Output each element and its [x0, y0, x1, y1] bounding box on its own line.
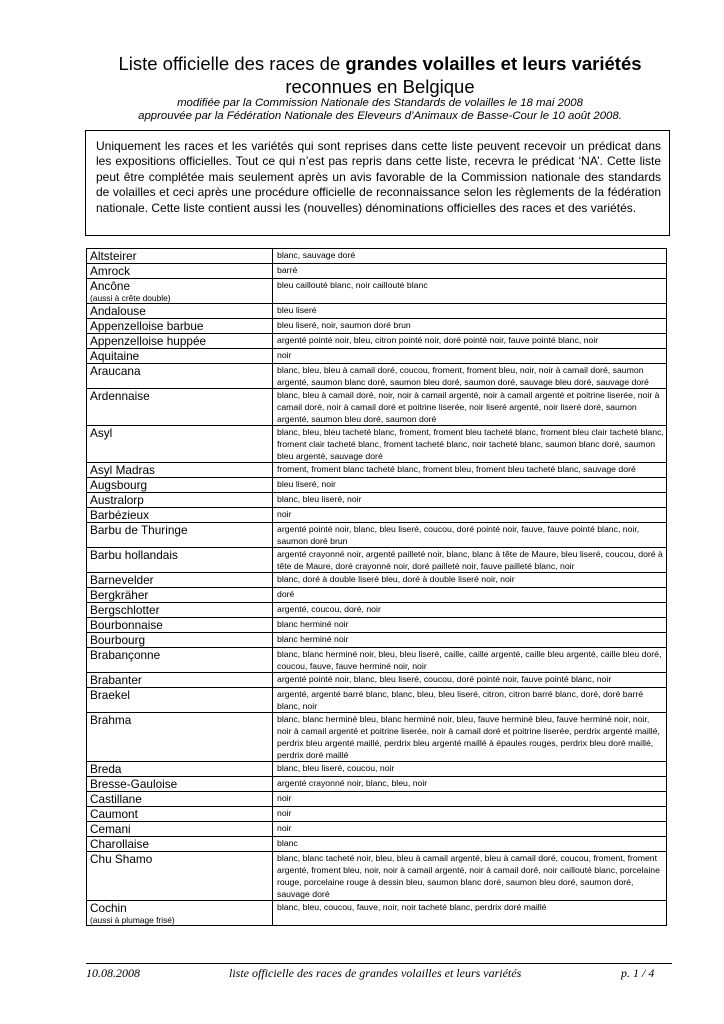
table-row [87, 523, 667, 548]
race-name-cell [87, 633, 273, 648]
race-name-cell [87, 588, 273, 603]
race-name-cell [87, 792, 273, 807]
race-name-cell [87, 319, 273, 334]
race-name: Barbézieux [90, 508, 150, 522]
table-row [87, 633, 667, 648]
race-name: Ardennaise [90, 389, 150, 403]
race-varieties-cell: bleu caillouté blanc, noir caillouté blanc [273, 279, 667, 304]
race-name-cell [87, 688, 273, 713]
race-varieties-cell: blanc herminé noir [273, 618, 667, 633]
race-name: Barnevelder [90, 573, 154, 587]
race-name: Charollaise [90, 837, 150, 851]
race-varieties-cell: noir [273, 792, 667, 807]
race-varieties-cell: blanc, sauvage doré [273, 249, 667, 264]
race-name-cell [87, 673, 273, 688]
race-name-cell [87, 523, 273, 548]
race-name: Chu Shamo [90, 852, 153, 866]
races-table-body [87, 249, 667, 926]
race-name-cell [87, 807, 273, 822]
table-row [87, 349, 667, 364]
race-varieties-cell: noir [273, 349, 667, 364]
table-row [87, 463, 667, 478]
table-row [87, 713, 667, 762]
table-row [87, 792, 667, 807]
table-row [87, 548, 667, 573]
race-varieties-cell: blanc, bleu liseré, coucou, noir [273, 762, 667, 777]
race-varieties-cell: blanc, blanc herminé bleu, blanc herminé noir, bleu, fauve herminé bleu, fauve herminé noir, noir, noir à camail argenté et poitrine liserée, noir à camail doré et poitrine liserée, perdrix argenté maillé, perdrix bleu argenté maillé, perdrix bleu argenté maillé à épaules rouges, perdrix bleu doré maillé, perdrix doré maillé [273, 713, 667, 762]
table-row [87, 777, 667, 792]
table-row [87, 901, 667, 926]
race-name: Bergschlotter [90, 603, 160, 617]
table-row [87, 573, 667, 588]
table-row [87, 673, 667, 688]
race-varieties-cell: blanc, blanc tacheté noir, bleu, bleu à camail argenté, bleu à camail doré, coucou, froment, froment argenté, froment bleu, noir, noir à camail argenté, noir à camail doré, noir caillouté blanc, porcelaine rouge, porcelaine rouge à dessin bleu, saumon blanc doré, saumon bleu doré, saumon doré, sauvage doré [273, 852, 667, 901]
race-varieties-cell: blanc, bleu liseré, noir [273, 493, 667, 508]
race-name-cell [87, 249, 273, 264]
race-name-cell [87, 618, 273, 633]
race-name-cell [87, 279, 273, 304]
page-title [40, 53, 720, 75]
table-row [87, 249, 667, 264]
race-varieties-cell: blanc, bleu, coucou, fauve, noir, noir tacheté blanc, perdrix doré maillé [273, 901, 667, 926]
race-name-cell [87, 648, 273, 673]
race-name: Barbu hollandais [90, 548, 178, 562]
race-name-cell [87, 478, 273, 493]
race-name-cell [87, 762, 273, 777]
race-note: (aussi à crête double) [90, 293, 171, 303]
race-name-cell [87, 548, 273, 573]
page-title-line2: reconnues en Belgique [285, 76, 475, 97]
race-varieties-cell: argenté pointé noir, bleu, citron pointé noir, doré pointé noir, fauve pointé blanc, noir [273, 334, 667, 349]
race-name: Altsteirer [90, 249, 137, 263]
table-row [87, 304, 667, 319]
race-varieties-cell: noir [273, 822, 667, 837]
race-name-cell [87, 508, 273, 523]
race-name-cell [87, 852, 273, 901]
race-name-cell [87, 713, 273, 762]
table-row [87, 279, 667, 304]
footer-title: liste officielle des races de grandes volailles et leurs variétés [229, 966, 522, 980]
race-varieties-cell: blanc [273, 837, 667, 852]
race-name: Bresse-Gauloise [90, 777, 178, 791]
races-table [86, 248, 667, 926]
table-row [87, 334, 667, 349]
race-varieties-cell: bleu liseré, noir, saumon doré brun [273, 319, 667, 334]
race-name-cell [87, 264, 273, 279]
race-name-cell [87, 463, 273, 478]
table-row [87, 822, 667, 837]
table-row [87, 426, 667, 463]
race-name-cell [87, 389, 273, 426]
table-row [87, 264, 667, 279]
race-name: Brahma [90, 713, 132, 727]
race-name: Araucana [90, 364, 141, 378]
race-name: Castillane [90, 792, 142, 806]
race-name: Appenzelloise barbue [90, 319, 204, 333]
race-name-cell [87, 837, 273, 852]
race-varieties-cell: blanc herminé noir [273, 633, 667, 648]
race-varieties-cell: bleu liseré [273, 304, 667, 319]
intro-box: Uniquement les races et les variétés qui sont reprises dans cette liste peuvent recevoir un prédicat dans les expositions officielles. Tout ce qui n’est pas repris dans cette liste, recevra le prédicat ‘NA’. Cette liste peut être complétée mais seulement après un avis favorable de la Commission nationale des standards de volailles et ceci après une procédure officielle de reconnaissance selon les règlements de la fédération nationale. Cette liste contient aussi les (nouvelles) dénominations officielles des races et des variétés. [85, 130, 670, 236]
race-name-cell [87, 822, 273, 837]
footer-page-number: p. 1 / 4 [621, 966, 655, 980]
table-row [87, 762, 667, 777]
table-row [87, 493, 667, 508]
race-name: Brabanter [90, 673, 142, 687]
race-name-cell [87, 493, 273, 508]
race-name: Bourbonnaise [90, 618, 163, 632]
title-bold: grandes volailles et leurs variétés [345, 53, 642, 74]
race-name-cell [87, 334, 273, 349]
race-varieties-cell: noir [273, 508, 667, 523]
race-varieties-cell: barré [273, 264, 667, 279]
subtitle-approved: approuvée par la Fédération Nationale des Eleveurs d’Animaux de Basse-Cour le 10 août 2008. [138, 110, 622, 122]
race-name: Braekel [90, 688, 130, 702]
table-row [87, 688, 667, 713]
race-name: Brabançonne [90, 648, 161, 662]
race-varieties-cell: doré [273, 588, 667, 603]
table-row [87, 478, 667, 493]
table-row [87, 508, 667, 523]
race-name: Caumont [90, 807, 138, 821]
race-name: Australorp [90, 493, 144, 507]
footer-date: 10.08.2008 [86, 966, 140, 980]
table-row [87, 588, 667, 603]
table-row [87, 618, 667, 633]
race-name-cell [87, 603, 273, 618]
race-varieties-cell: argenté crayonné noir, blanc, bleu, noir [273, 777, 667, 792]
footer-divider [86, 963, 672, 964]
race-note: (aussi à plumage frisé) [90, 915, 175, 925]
title-prefix: Liste officielle des races de [118, 53, 346, 74]
race-varieties-cell: noir [273, 807, 667, 822]
race-varieties-cell: froment, froment blanc tacheté blanc, froment bleu, froment bleu tacheté blanc, sauvage doré [273, 463, 667, 478]
race-name: Appenzelloise huppée [90, 334, 207, 348]
race-name-cell [87, 304, 273, 319]
race-varieties-cell: argenté crayonné noir, argenté pailleté noir, blanc, blanc à tête de Maure, bleu liseré, coucou, doré à tête de Maure, doré crayonné noir, doré pailleté noir, fauve pailleté blanc, noir [273, 548, 667, 573]
race-varieties-cell: argenté, coucou, doré, noir [273, 603, 667, 618]
race-varieties-cell: argenté pointé noir, blanc, bleu liseré, coucou, doré pointé noir, fauve pointé blanc, noir [273, 673, 667, 688]
table-row [87, 807, 667, 822]
race-name: Asyl Madras [90, 463, 155, 477]
subtitle-modified: modifiée par la Commission Nationale des Standards de volailles le 18 mai 2008 [177, 97, 583, 109]
race-name-cell [87, 901, 273, 926]
race-name: Breda [90, 762, 122, 776]
race-name-cell [87, 777, 273, 792]
race-varieties-cell: blanc, blanc herminé noir, bleu, bleu liseré, caille, caille argenté, caille bleu argenté, caille bleu doré, coucou, fauve, fauve herminé noir, noir [273, 648, 667, 673]
table-row [87, 364, 667, 389]
race-name: Aquitaine [90, 349, 140, 363]
table-row [87, 389, 667, 426]
race-varieties-cell: bleu liseré, noir [273, 478, 667, 493]
race-varieties-cell: blanc, doré à double liseré bleu, doré à double liseré noir, noir [273, 573, 667, 588]
race-name: Andalouse [90, 304, 146, 318]
race-varieties-cell: argenté, argenté barré blanc, blanc, bleu, bleu liseré, citron, citron barré blanc, doré, doré barré blanc, noir [273, 688, 667, 713]
race-varieties-cell: blanc, bleu, bleu à camail doré, coucou, froment, froment bleu, noir, noir à camail doré, saumon argenté, saumon blanc doré, saumon bleu doré, saumon doré, sauvage bleu doré, sauvage doré [273, 364, 667, 389]
table-row [87, 837, 667, 852]
race-name: Augsbourg [90, 478, 148, 492]
race-name: Cochin [90, 901, 127, 915]
race-name-cell [87, 364, 273, 389]
race-name-cell [87, 573, 273, 588]
race-name: Bourbourg [90, 633, 146, 647]
table-row [87, 603, 667, 618]
race-name: Bergkräher [90, 588, 149, 602]
race-name: Ancône [90, 279, 131, 293]
race-name: Barbu de Thuringe [90, 523, 188, 537]
race-name-cell [87, 349, 273, 364]
race-varieties-cell: blanc, bleu, bleu tacheté blanc, froment, froment bleu tacheté blanc, froment bleu clair tacheté blanc, froment clair tacheté blanc, froment tacheté blanc, noir tacheté blanc, saumon blanc doré, saumon bleu argenté, sauvage doré [273, 426, 667, 463]
race-name-cell [87, 426, 273, 463]
table-row [87, 319, 667, 334]
race-varieties-cell: argenté pointé noir, blanc, bleu liseré, coucou, doré pointé noir, fauve, fauve pointé blanc, noir, saumon doré brun [273, 523, 667, 548]
race-name: Amrock [90, 264, 130, 278]
table-row [87, 648, 667, 673]
race-varieties-cell: blanc, bleu à camail doré, noir, noir à camail argenté, noir à camail argenté et poitrine liserée, noir à camail doré, noir à camail doré et poitrine liserée, noir liseré argenté, noir liseré doré, saumon argenté, saumon bleu doré, saumon doré [273, 389, 667, 426]
table-row [87, 852, 667, 901]
race-name: Cemani [90, 822, 131, 836]
race-name: Asyl [90, 426, 113, 440]
